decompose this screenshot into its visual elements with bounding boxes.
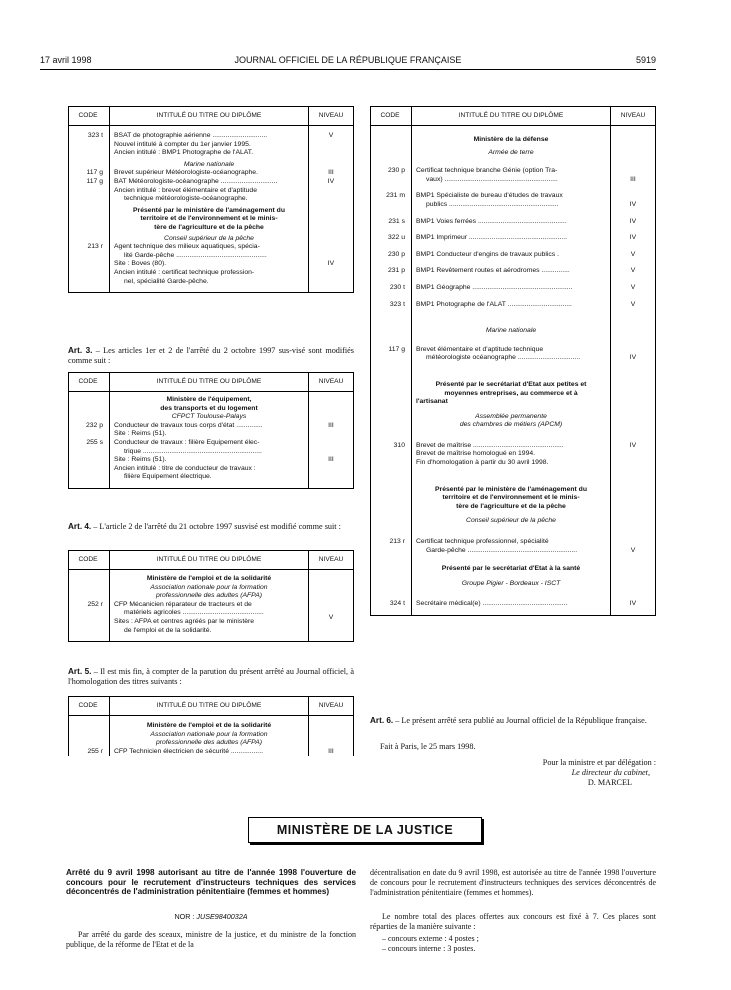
ministry-heading: Ministère de la défense: [412, 126, 611, 145]
table-1: CODE INTITULÉ DU TITRE OU DIPLÔME NIVEAU 323 t BSAT de photographie aérienne ............................. Nouvel intitulé à compter du 1er janvier 1995. Ancien intitulé : BMP1 Photographe de l'ALAT. V Marine nationale 117 g Brevet supérieur Météorologiste-océanographe. III 117 g BAT Météorologiste-océanographe .............................. Ancien intitulé : brevet élémentaire et d'aptitude technique météorologiste-océanographe. IV Présenté par le ministère de l'aménagement du territoire et de l'environnement et le minis- tère de l'agriculture et de la pêche Conseil supérieur de la pêche 213 r Agent technique des milieux aquatiques, spécia- lité Garde-pêche ................................................ Site : Boves (80). Ancien intitulé : certificat technique profession- nel, spécialité Garde-pêche. IV: [68, 106, 354, 293]
table-5: CODE INTITULÉ DU TITRE OU DIPLÔME NIVEAU Ministère de la défense Armée de terre 230 p Certificat technique branche Génie (option Tra- vaux) ............................................................ III 231 m BMP1 Spécialiste de bureau d'études de travaux publics .......................................................... IV 231 s BMP1 Voies ferrées ............................................... IV 322 u BMP1 Imprimeur .................................................... IV 230 p BMP1 Conducteur d'engins de travaux publics . V 231 p BMP1 Revêtement routes et aérodromes ............... V 230 t BMP1 Géographe ..................................................... V 323 t BMP1 Photographe de l'ALAT .................................. V Marine nationale 117 g Brevet élémentaire et d'aptitude technique météorologiste océanographe ................................. IV Présenté par le secrétariat d'Etat aux petites et moyennes entreprises, au commerce et à l'artisanat Assemblée permanente des chambres de métiers (APCM) 310 Brevet de maîtrise ................................................ Brevet de maîtrise homologué en 1994. Fin d'homologation à partir du 30 avril 1998. IV Présenté par le ministère de l'aménagement du territoire et de l'environnement et le minis- tère de l'agriculture et de la pêche Conseil supérieur de la pêche 213 r Certificat technique professionnel, spécialité Garde-pêche .......................................................... V Présenté par le secrétariat d'Etat à la santé Groupe Pigier - Bordeaux - ISCT 324 t Secrétaire médical(e) ............................................. IV: [370, 106, 656, 616]
table-row: 255 r CFP Technicien électricien de sécurité ................. III: [69, 748, 354, 757]
table-row: 310 Brevet de maîtrise ................................................ Brevet de maîtrise homologué en 1994. Fin d'homologation à partir du 30 avril 1998. IV: [371, 442, 656, 468]
table-row: 252 r CFP Mécanicien réparateur de tracteurs et de matériels agricoles ........................................... Sites : AFPA et centres agréés par le ministère de l'emploi et de la solidarité. V: [69, 601, 354, 635]
arrete-title: Arrêté du 9 avril 1998 autorisant au titre de l'année 1998 l'ouverture de concours pour le recrutement d'instructeurs techniques des services déconcentrés de l'administration pénitentiaire (femmes et hommes): [66, 868, 356, 897]
article-5: Art. 5. – Il est mis fin, à compter de la parution du présent arrêté au Journal officiel, à l'homologation des titres suivants :: [68, 667, 354, 686]
table-3: CODE INTITULÉ DU TITRE OU DIPLÔME NIVEAU Ministère de l'emploi et de la solidarité Association nationale pour la formation professionnelle des adultes (AFPA) 252 r CFP Mécanicien réparateur de tracteurs et de matériels agricoles ........................................... Sites : AFPA et centres agréés par le ministère de l'emploi et de la solidarité. V: [68, 550, 354, 642]
table-row: 213 r Certificat technique professionnel, spécialité Garde-pêche .......................................................... V: [371, 538, 656, 555]
table-2: CODE INTITULÉ DU TITRE OU DIPLÔME NIVEAU Ministère de l'équipement, des transports et du logement CFPCT Toulouse-Palays 232 p Conducteur de travaux tous corps d'état .............. Site : Reims (51). III 255 s Conducteur de travaux : filière Equipement élec- trique ............................................................... Site : Reims (51). Ancien intitulé : titre de conducteur de travaux : filière Equipement électrique. III: [68, 372, 354, 489]
table-row: 117 g BAT Météorologiste-océanographe .............................. Ancien intitulé : brevet élémentaire et d'aptitude technique météorologiste-océanographe. IV: [69, 178, 354, 204]
col-title: INTITULÉ DU TITRE OU DIPLÔME: [110, 107, 309, 126]
ministry-heading: Présenté par le ministère de l'aménagement du territoire et de l'environnement et le minis- tère de l'agriculture et de la pêche: [412, 468, 611, 512]
ministry-heading: Présenté par le secrétariat d'Etat à la santé: [412, 555, 611, 574]
table-row: 232 p Conducteur de travaux tous corps d'état .............. Site : Reims (51). III: [69, 422, 354, 439]
article-3: Art. 3. – Les articles 1er et 2 de l'arrêté du 2 octobre 1997 sus-visé sont modifiés comme suit :: [68, 346, 354, 365]
table-row: 230 p Certificat technique branche Génie (option Tra- vaux) ............................................................ III: [371, 167, 656, 184]
table-row: 324 t Secrétaire médical(e) ............................................. IV: [371, 600, 656, 609]
list-item: – concours interne : 3 postes.: [382, 944, 476, 953]
table-row: 322 u BMP1 Imprimeur .................................................... IV: [371, 226, 656, 243]
section-heading: Marine nationale: [110, 158, 309, 170]
ministry-heading: Ministère de l'emploi et de la solidarité: [110, 570, 309, 584]
arrete-paragraph-3: Le nombre total des places offertes aux concours est fixé à 7. Ces places sont réparties de la manière suivante :: [370, 912, 656, 931]
section-heading: Marine nationale: [412, 309, 611, 346]
col-level: NIVEAU: [309, 107, 354, 126]
ministry-heading: Ministère de l'équipement, des transports et du logement: [110, 392, 309, 414]
nor-reference: NOR : JUSE9840032A: [174, 912, 248, 921]
col-code: CODE: [69, 107, 110, 126]
table-row: 255 s Conducteur de travaux : filière Equipement élec- trique ............................................................... Site : Reims (51). Ancien intitulé : titre de conducteur de travaux : filière Equipement électrique. III: [69, 439, 354, 482]
signature-block: Pour la ministre et par délégation : Le directeur du cabinet, D. MARCEL: [542, 758, 656, 787]
table-4: CODE INTITULÉ DU TITRE OU DIPLÔME NIVEAU Ministère de l'emploi et de la solidarité Association nationale pour la formation professionnelle des adultes (AFPA) 255 r CFP Technicien électricien de sécurité ................. III: [68, 696, 354, 756]
table-row: 231 m BMP1 Spécialiste de bureau d'études de travaux publics .......................................................... IV: [371, 184, 656, 209]
ministry-heading: Présenté par le secrétariat d'Etat aux petites et moyennes entreprises, au commerce et à l'artisanat: [412, 363, 611, 407]
table-row: 230 t BMP1 Géographe ..................................................... V: [371, 276, 656, 293]
ministry-heading: Ministère de l'emploi et de la solidarité: [110, 716, 309, 731]
table-row: 230 p BMP1 Conducteur d'engins de travaux publics . V: [371, 243, 656, 260]
arrete-paragraph-2: décentralisation en date du 9 avril 1998, est autorisée au titre de l'année 1998 l'ouverture de concours pour le recrutement d'instructeurs techniques des services déconcentrés de l'administration pénitentiaire (femmes et hommes).: [370, 868, 656, 897]
table-row: 231 s BMP1 Voies ferrées ............................................... IV: [371, 210, 656, 227]
table-row: 213 r Agent technique des milieux aquatiques, spécia- lité Garde-pêche ................................................ Site : Boves (80). Ancien intitulé : certificat technique profession- nel, spécialité Garde-pêche. IV: [69, 243, 354, 286]
ministry-banner: MINISTÈRE DE LA JUSTICE: [248, 817, 482, 843]
list-item: – concours externe : 4 postes ;: [382, 934, 479, 943]
signing-place-date: Fait à Paris, le 25 mars 1998.: [380, 742, 476, 751]
table-row: 117 g Brevet élémentaire et d'aptitude technique météorologiste océanographe ................................. IV: [371, 346, 656, 363]
journal-title: JOURNAL OFFICIEL DE LA RÉPUBLIQUE FRANÇAISE: [234, 55, 462, 65]
ministry-heading: Présenté par le ministère de l'aménagement du territoire et de l'environnement et le minis- tère de l'agriculture et de la pêche: [110, 204, 309, 233]
header-rule: [40, 69, 656, 70]
table-row: 117 g Brevet supérieur Météorologiste-océanographe. III: [69, 169, 354, 178]
page-number: 5919: [635, 55, 656, 65]
arrete-list: [382, 934, 656, 954]
table-row: 323 t BSAT de photographie aérienne ............................. Nouvel intitulé à compter du 1er janvier 1995. Ancien intitulé : BMP1 Photographe de l'ALAT. V: [69, 132, 354, 158]
article-4: Art. 4. – L'article 2 de l'arrêté du 21 octobre 1997 susvisé est modifié comme suit :: [68, 522, 341, 531]
issue-date: 17 avril 1998: [40, 55, 92, 65]
article-6: Art. 6. – Le présent arrêté sera publié au Journal officiel de la République française.: [370, 716, 647, 725]
table-row: 323 t BMP1 Photographe de l'ALAT .................................. V: [371, 293, 656, 310]
arrete-paragraph-1: Par arrêté du garde des sceaux, ministre de la justice, et du ministre de la fonction publique, de la réforme de l'Etat et de la: [66, 930, 356, 949]
table-row: 231 p BMP1 Revêtement routes et aérodromes ............... V: [371, 259, 656, 276]
